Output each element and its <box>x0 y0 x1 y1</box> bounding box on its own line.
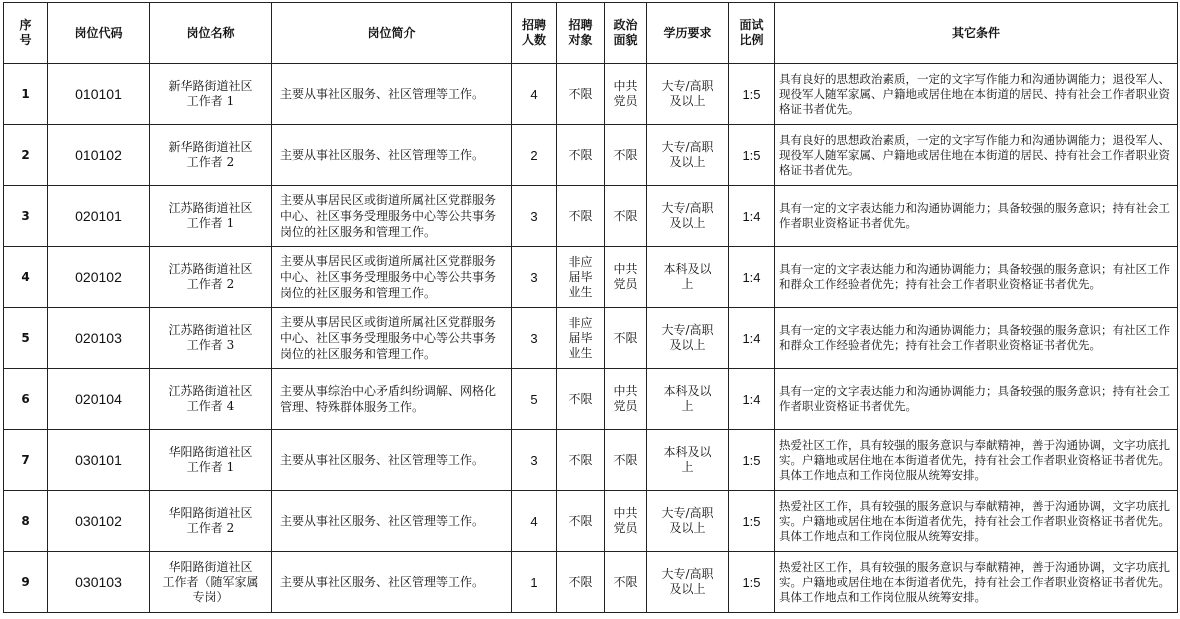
cell-recruit-count: 1 <box>512 552 557 613</box>
job-positions-table <box>3 2 1178 613</box>
table-header-row <box>4 3 1178 64</box>
cell-other-conditions: 热爱社区工作，具有较强的服务意识与奉献精神，善于沟通协调，文字功底扎实。户籍地或居住地在本街道者优先，持有社会工作者职业资格证书者优先。具体工作地点和工作岗位服从统筹安排。 <box>775 491 1178 552</box>
cell-position-name: 江苏路街道社区 工作者 2 <box>150 247 272 308</box>
header-recruit-count: 招聘 人数 <box>512 3 557 64</box>
cell-index: 5 <box>4 308 48 369</box>
cell-education: 大专/高职 及以上 <box>647 308 729 369</box>
table-body <box>4 64 1178 613</box>
cell-position-name: 华阳路街道社区 工作者 2 <box>150 491 272 552</box>
cell-position-intro: 主要从事社区服务、社区管理等工作。 <box>272 491 512 552</box>
cell-position-intro: 主要从事居民区或街道所属社区党群服务中心、社区事务受理服务中心等公共事务岗位的社区服务和管理工作。 <box>272 308 512 369</box>
cell-recruit-count: 5 <box>512 369 557 430</box>
cell-recruit-target: 不限 <box>557 369 605 430</box>
cell-position-intro: 主要从事社区服务、社区管理等工作。 <box>272 552 512 613</box>
cell-interview-ratio: 1:4 <box>729 308 775 369</box>
cell-political-status: 不限 <box>605 186 647 247</box>
cell-position-name: 江苏路街道社区 工作者 4 <box>150 369 272 430</box>
cell-recruit-target: 不限 <box>557 125 605 186</box>
cell-education: 大专/高职 及以上 <box>647 491 729 552</box>
cell-position-code: 030101 <box>48 430 150 491</box>
header-position-intro: 岗位简介 <box>272 3 512 64</box>
cell-recruit-count: 3 <box>512 308 557 369</box>
cell-position-intro: 主要从事居民区或街道所属社区党群服务中心、社区事务受理服务中心等公共事务岗位的社区服务和管理工作。 <box>272 247 512 308</box>
cell-interview-ratio: 1:5 <box>729 430 775 491</box>
cell-recruit-count: 2 <box>512 125 557 186</box>
cell-position-name: 江苏路街道社区 工作者 1 <box>150 186 272 247</box>
cell-interview-ratio: 1:5 <box>729 125 775 186</box>
cell-education: 大专/高职 及以上 <box>647 186 729 247</box>
cell-interview-ratio: 1:5 <box>729 491 775 552</box>
table-row <box>4 430 1178 491</box>
cell-index: 2 <box>4 125 48 186</box>
cell-recruit-count: 4 <box>512 491 557 552</box>
table-row <box>4 125 1178 186</box>
cell-political-status: 不限 <box>605 125 647 186</box>
header-other-conditions: 其它条件 <box>775 3 1178 64</box>
cell-recruit-count: 3 <box>512 186 557 247</box>
header-position-code: 岗位代码 <box>48 3 150 64</box>
cell-position-code: 020103 <box>48 308 150 369</box>
cell-recruit-count: 3 <box>512 247 557 308</box>
header-education: 学历要求 <box>647 3 729 64</box>
cell-position-name: 华阳路街道社区 工作者（随军家属 专岗） <box>150 552 272 613</box>
header-interview-ratio: 面试 比例 <box>729 3 775 64</box>
cell-position-code: 010102 <box>48 125 150 186</box>
cell-other-conditions: 具有一定的文字表达能力和沟通协调能力；具备较强的服务意识；有社区工作和群众工作经验者优先；持有社会工作者职业资格证书者优先。 <box>775 247 1178 308</box>
cell-recruit-target: 不限 <box>557 552 605 613</box>
cell-recruit-count: 3 <box>512 430 557 491</box>
cell-education: 本科及以 上 <box>647 430 729 491</box>
cell-position-name: 江苏路街道社区 工作者 3 <box>150 308 272 369</box>
cell-interview-ratio: 1:4 <box>729 369 775 430</box>
cell-position-intro: 主要从事社区服务、社区管理等工作。 <box>272 125 512 186</box>
cell-index: 9 <box>4 552 48 613</box>
cell-education: 大专/高职 及以上 <box>647 552 729 613</box>
cell-position-code: 020104 <box>48 369 150 430</box>
cell-political-status: 中共 党员 <box>605 64 647 125</box>
header-position-name: 岗位名称 <box>150 3 272 64</box>
cell-political-status: 不限 <box>605 552 647 613</box>
cell-recruit-target: 不限 <box>557 186 605 247</box>
cell-position-code: 030102 <box>48 491 150 552</box>
cell-political-status: 不限 <box>605 308 647 369</box>
cell-political-status: 中共 党员 <box>605 491 647 552</box>
cell-position-intro: 主要从事社区服务、社区管理等工作。 <box>272 64 512 125</box>
cell-political-status: 中共 党员 <box>605 369 647 430</box>
table-row <box>4 552 1178 613</box>
cell-interview-ratio: 1:5 <box>729 552 775 613</box>
table-row <box>4 247 1178 308</box>
cell-index: 1 <box>4 64 48 125</box>
cell-recruit-target: 不限 <box>557 491 605 552</box>
cell-index: 4 <box>4 247 48 308</box>
cell-index: 8 <box>4 491 48 552</box>
cell-education: 大专/高职 及以上 <box>647 64 729 125</box>
header-political-status: 政治 面貌 <box>605 3 647 64</box>
table-row <box>4 64 1178 125</box>
cell-position-name: 华阳路街道社区 工作者 1 <box>150 430 272 491</box>
cell-position-name: 新华路街道社区 工作者 2 <box>150 125 272 186</box>
cell-recruit-target: 非应 届毕 业生 <box>557 247 605 308</box>
cell-position-intro: 主要从事综治中心矛盾纠纷调解、网格化管理、特殊群体服务工作。 <box>272 369 512 430</box>
cell-other-conditions: 热爱社区工作，具有较强的服务意识与奉献精神，善于沟通协调，文字功底扎实。户籍地或居住地在本街道者优先，持有社会工作者职业资格证书者优先。具体工作地点和工作岗位服从统筹安排。 <box>775 552 1178 613</box>
cell-recruit-target: 不限 <box>557 64 605 125</box>
cell-other-conditions: 热爱社区工作，具有较强的服务意识与奉献精神，善于沟通协调，文字功底扎实。户籍地或居住地在本街道者优先，持有社会工作者职业资格证书者优先。具体工作地点和工作岗位服从统筹安排。 <box>775 430 1178 491</box>
cell-position-intro: 主要从事社区服务、社区管理等工作。 <box>272 430 512 491</box>
cell-education: 本科及以 上 <box>647 247 729 308</box>
cell-position-code: 010101 <box>48 64 150 125</box>
cell-recruit-count: 4 <box>512 64 557 125</box>
cell-index: 7 <box>4 430 48 491</box>
cell-position-name: 新华路街道社区 工作者 1 <box>150 64 272 125</box>
cell-other-conditions: 具有一定的文字表达能力和沟通协调能力；具备较强的服务意识；持有社会工作者职业资格证书者优先。 <box>775 369 1178 430</box>
cell-position-code: 020102 <box>48 247 150 308</box>
cell-other-conditions: 具有良好的思想政治素质，一定的文字写作能力和沟通协调能力；退役军人、现役军人随军家属、户籍地或居住地在本街道的居民、持有社会工作者职业资格证书者优先。 <box>775 64 1178 125</box>
cell-other-conditions: 具有一定的文字表达能力和沟通协调能力；具备较强的服务意识；持有社会工作者职业资格证书者优先。 <box>775 186 1178 247</box>
cell-interview-ratio: 1:4 <box>729 247 775 308</box>
cell-position-code: 030103 <box>48 552 150 613</box>
cell-index: 3 <box>4 186 48 247</box>
cell-index: 6 <box>4 369 48 430</box>
cell-recruit-target: 非应 届毕 业生 <box>557 308 605 369</box>
job-table-container <box>3 2 1177 613</box>
cell-interview-ratio: 1:4 <box>729 186 775 247</box>
table-row <box>4 308 1178 369</box>
cell-other-conditions: 具有良好的思想政治素质，一定的文字写作能力和沟通协调能力；退役军人、现役军人随军家属、户籍地或居住地在本街道的居民、持有社会工作者职业资格证书者优先。 <box>775 125 1178 186</box>
cell-interview-ratio: 1:5 <box>729 64 775 125</box>
table-row <box>4 186 1178 247</box>
cell-political-status: 不限 <box>605 430 647 491</box>
cell-other-conditions: 具有一定的文字表达能力和沟通协调能力；具备较强的服务意识；有社区工作和群众工作经验者优先；持有社会工作者职业资格证书者优先。 <box>775 308 1178 369</box>
cell-political-status: 中共 党员 <box>605 247 647 308</box>
header-recruit-target: 招聘 对象 <box>557 3 605 64</box>
header-index: 序 号 <box>4 3 48 64</box>
cell-position-code: 020101 <box>48 186 150 247</box>
table-row <box>4 369 1178 430</box>
cell-recruit-target: 不限 <box>557 430 605 491</box>
cell-education: 本科及以 上 <box>647 369 729 430</box>
cell-position-intro: 主要从事居民区或街道所属社区党群服务中心、社区事务受理服务中心等公共事务岗位的社区服务和管理工作。 <box>272 186 512 247</box>
cell-education: 大专/高职 及以上 <box>647 125 729 186</box>
table-row <box>4 491 1178 552</box>
